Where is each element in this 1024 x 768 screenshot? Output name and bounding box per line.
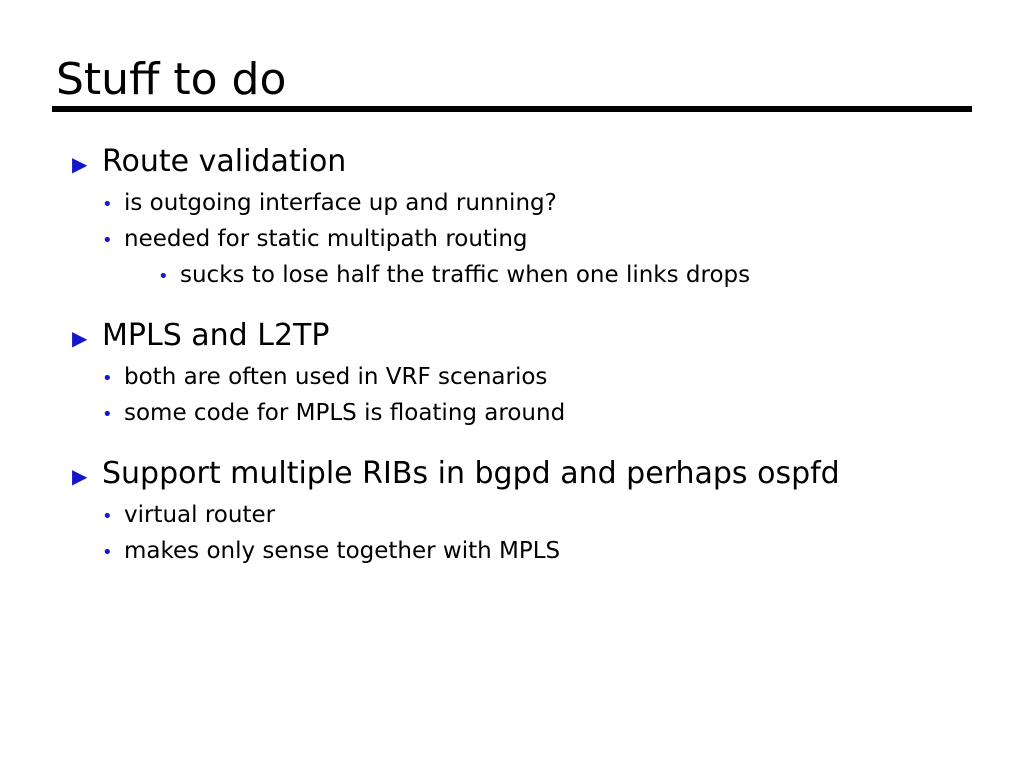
bullet-group bbox=[72, 316, 972, 432]
bullet-level2-label: virtual router bbox=[124, 502, 276, 528]
dot-bullet-icon: • bbox=[102, 230, 113, 251]
bullet-level2 bbox=[102, 498, 972, 534]
bullet-level1 bbox=[72, 142, 972, 184]
page-title: Stuff to do bbox=[56, 54, 287, 105]
bullet-level2-label: needed for static multipath routing bbox=[124, 226, 528, 252]
bullet-level1 bbox=[72, 316, 972, 358]
bullet-level2 bbox=[102, 222, 972, 258]
bullet-level2-label: some code for MPLS is floating around bbox=[124, 400, 566, 426]
bullet-level2-label: makes only sense together with MPLS bbox=[124, 538, 561, 564]
triangle-bullet-icon: ▶ bbox=[72, 464, 88, 488]
bullet-level2 bbox=[102, 360, 972, 396]
bullet-level2 bbox=[102, 186, 972, 222]
bullet-level1 bbox=[72, 454, 972, 496]
bullet-level1-label: Route validation bbox=[102, 144, 347, 179]
bullet-group bbox=[72, 454, 972, 570]
triangle-bullet-icon: ▶ bbox=[72, 152, 88, 176]
dot-bullet-icon: • bbox=[102, 506, 113, 527]
bullet-level3-label: sucks to lose half the traffic when one links drops bbox=[180, 262, 751, 288]
bullet-level1-label: Support multiple RIBs in bgpd and perhaps ospfd bbox=[102, 456, 840, 491]
bullet-level2 bbox=[102, 396, 972, 432]
dot-bullet-icon: • bbox=[102, 404, 113, 425]
slide-body bbox=[72, 142, 972, 570]
dot-bullet-icon: • bbox=[102, 194, 113, 215]
bullet-level2-label: both are often used in VRF scenarios bbox=[124, 364, 548, 390]
bullet-level1-label: MPLS and L2TP bbox=[102, 318, 330, 353]
triangle-bullet-icon: ▶ bbox=[72, 326, 88, 350]
bullet-level3 bbox=[158, 258, 972, 294]
bullet-level2 bbox=[102, 534, 972, 570]
dot-bullet-icon: • bbox=[158, 266, 169, 287]
dot-bullet-icon: • bbox=[102, 542, 113, 563]
dot-bullet-icon: • bbox=[102, 368, 113, 389]
bullet-group bbox=[72, 142, 972, 294]
bullet-level2-label: is outgoing interface up and running? bbox=[124, 190, 557, 216]
title-divider bbox=[52, 106, 972, 112]
